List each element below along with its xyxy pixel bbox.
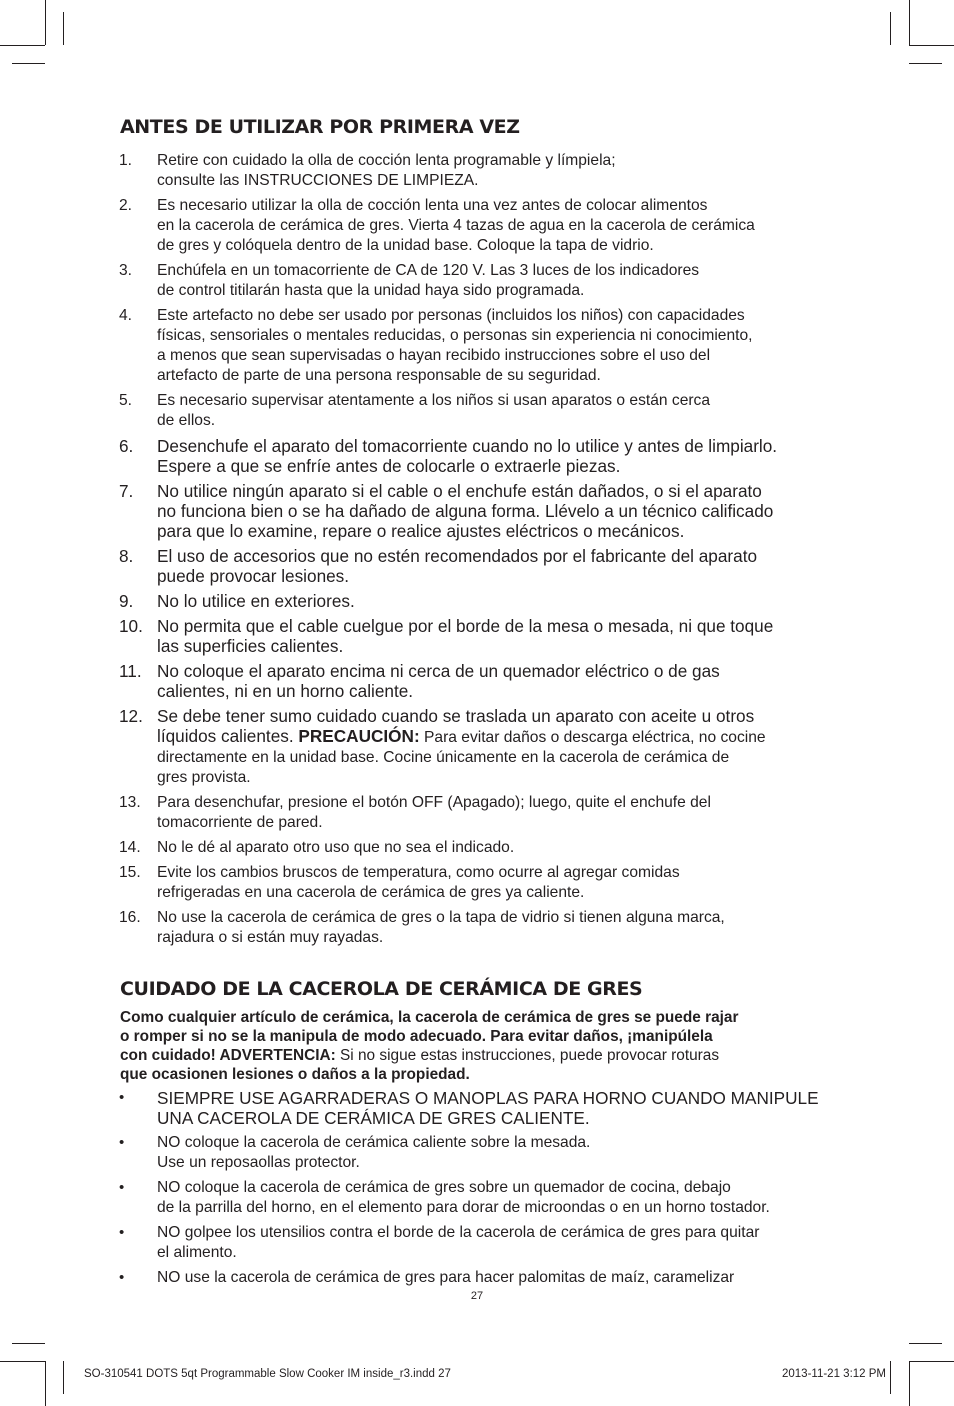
item-number: 10. [119,616,143,636]
crop-mark [12,1343,45,1344]
item-line: puede provocar lesiones. [157,566,350,586]
list-item [119,863,839,903]
bullet-line: el alimento. [157,1244,237,1261]
section-title-stoneware-care: CUIDADO DE LA CACEROLA DE CERÁMICA DE GRES [120,978,643,1000]
bullet-icon: • [119,1269,125,1286]
crop-mark [45,0,46,45]
crop-mark [890,12,891,45]
bullet-line: NO coloque la cacerola de cerámica caliente sobre la mesada. [157,1134,591,1151]
list-item [119,546,839,586]
intro-warning-text: Si no sigue estas instrucciones, puede provocar roturas [335,1047,720,1064]
item-line: a menos que sean supervisadas o hayan recibido instrucciones sobre el uso del [157,347,711,364]
item-text: líquidos calientes. [157,726,299,746]
crop-mark [63,12,64,45]
list-item [119,908,839,948]
bullet-line: NO golpee los utensilios contra el borde de la cacerola de cerámica de gres para quitar [157,1224,760,1241]
item-line: Espere a que se enfríe antes de colocarle o extraerle piezas. [157,456,621,476]
item-line: Desenchufe el aparato del tomacorriente cuando no lo utilice y antes de limpiarlo. [157,436,778,456]
crop-mark [909,1361,954,1362]
list-item [119,196,839,256]
intro-line: Como cualquier artículo de cerámica, la cacerola de cerámica de gres se puede rajar [120,1009,739,1026]
crop-mark [45,1361,46,1406]
warning-label: con cuidado! ADVERTENCIA: [120,1047,336,1064]
bullet-item [119,1133,839,1173]
list-item [119,151,839,191]
item-line: de control titilarán hasta que la unidad haya sido programada. [157,282,585,299]
bullet-line: Use un reposaollas protector. [157,1154,360,1171]
list-item [119,436,839,476]
bullet-item [119,1088,839,1128]
list-item [119,838,839,858]
date-slug: 2013-11-21 3:12 PM [782,1368,886,1380]
item-number: 6. [119,436,134,456]
bullet-icon: • [119,1179,125,1196]
crop-mark [63,1361,64,1394]
item-line: Evite los cambios bruscos de temperatura, como ocurre al agregar comidas [157,864,680,881]
bullet-line: UNA CACEROLA DE CERÁMICA DE GRES CALIENTE. [157,1108,590,1128]
item-number: 15. [119,864,141,881]
item-line [157,726,839,748]
bullet-icon: • [119,1224,125,1241]
crop-mark [909,1343,942,1344]
item-number: 5. [119,392,133,409]
item-line: No le dé al aparato otro uso que no sea el indicado. [157,839,515,856]
item-line: Enchúfela en un tomacorriente de CA de 120 V. Las 3 luces de los indicadores [157,262,700,279]
item-line: consulte las INSTRUCCIONES DE LIMPIEZA. [157,172,479,189]
item-number: 1. [119,152,133,169]
item-line: No lo utilice en exteriores. [157,591,355,611]
crop-mark [0,45,45,46]
list-item [119,616,839,656]
item-line: en la cacerola de cerámica de gres. Vierta 4 tazas de agua en la cacerola de cerámica [157,217,755,234]
item-line: no funciona bien o se ha dañado de alguna forma. Llévelo a un técnico calificado [157,501,774,521]
list-item [119,706,839,788]
item-line: las superficies calientes. [157,636,344,656]
item-line: de ellos. [157,412,216,429]
bullet-item [119,1268,839,1288]
item-line: para que lo examine, repare o realice ajustes eléctricos o mecánicos. [157,521,685,541]
list-item [119,391,839,431]
crop-mark [890,1361,891,1394]
item-line: Es necesario utilizar la olla de cocción lenta una vez antes de colocar alimentos [157,197,708,214]
bullet-item [119,1178,839,1218]
item-number: 4. [119,307,133,324]
item-line: Es necesario supervisar atentamente a los niños si usan aparatos o están cerca [157,392,711,409]
stoneware-intro [120,1008,738,1084]
item-line: Retire con cuidado la olla de cocción lenta programable y límpiela; [157,152,616,169]
intro-line [120,1046,738,1065]
item-number: 12. [119,706,143,726]
bullet-line: NO coloque la cacerola de cerámica de gres sobre un quemador de cocina, debajo [157,1179,731,1196]
item-line: refrigeradas en una cacerola de cerámica de gres ya caliente. [157,884,585,901]
bullet-icon: • [119,1134,125,1151]
item-line: No utilice ningún aparato si el cable o el enchufe están dañados, o si el aparato [157,481,762,501]
item-number: 7. [119,481,134,501]
item-number: 14. [119,839,141,856]
list-item [119,261,839,301]
stoneware-bullet-list [119,1088,839,1293]
item-number: 3. [119,262,133,279]
item-line: Este artefacto no debe ser usado por personas (incluidos los niños) con capacidades [157,307,745,324]
file-slug: SO-310541 DOTS 5qt Programmable Slow Cooker IM inside_r3.indd 27 [84,1368,451,1380]
item-line: El uso de accesorios que no estén recomendados por el fabricante del aparato [157,546,758,566]
item-line: Se debe tener sumo cuidado cuando se traslada un aparato con aceite u otros [157,706,755,726]
list-item [119,793,839,833]
crop-mark [909,45,954,46]
bullet-line: SIEMPRE USE AGARRADERAS O MANOPLAS PARA HORNO CUANDO MANIPULE [157,1088,819,1108]
item-line: físicas, sensoriales o mentales reducidas, o personas sin experiencia ni conocimiento, [157,327,753,344]
item-text: Para evitar daños o descarga eléctrica, no cocine [419,729,766,746]
section-title-first-use: ANTES DE UTILIZAR POR PRIMERA VEZ [120,116,520,138]
list-item [119,481,839,541]
item-number: 16. [119,909,141,926]
list-item [119,306,839,386]
item-number: 9. [119,591,134,611]
intro-line: que ocasionen lesiones o daños a la propiedad. [120,1066,470,1083]
crop-mark [909,0,910,45]
bullet-item [119,1223,839,1263]
item-line: No permita que el cable cuelgue por el borde de la mesa o mesada, ni que toque [157,616,774,636]
item-line: No use la cacerola de cerámica de gres o la tapa de vidrio si tienen alguna marca, [157,909,725,926]
crop-mark [909,1361,910,1406]
item-line: de gres y colóquela dentro de la unidad base. Coloque la tapa de vidrio. [157,237,654,254]
crop-mark [909,63,942,64]
item-line: Para desenchufar, presione el botón OFF (Apagado); luego, quite el enchufe del [157,794,711,811]
item-line: tomacorriente de pared. [157,814,323,831]
item-number: 11. [119,661,142,681]
crop-mark [12,63,45,64]
item-number: 13. [119,794,141,811]
item-number: 8. [119,546,134,566]
caution-label: PRECAUCIÓN: [298,726,420,746]
list-item [119,661,839,701]
item-line: calientes, ni en un horno caliente. [157,681,414,701]
crop-mark [0,1361,45,1362]
item-number: 2. [119,197,133,214]
item-line: No coloque el aparato encima ni cerca de un quemador eléctrico o de gas [157,661,720,681]
item-line: gres provista. [157,769,251,786]
bullet-icon: • [119,1089,125,1106]
page-number: 27 [470,1290,484,1302]
bullet-line: de la parrilla del horno, en el elemento para dorar de microondas o en un horno tostador. [157,1199,770,1216]
list-item [119,591,839,611]
first-use-list [119,151,839,953]
item-line: rajadura o si están muy rayadas. [157,929,384,946]
item-line: directamente en la unidad base. Cocine únicamente en la cacerola de cerámica de [157,749,730,766]
item-line: artefacto de parte de una persona responsable de su seguridad. [157,367,601,384]
intro-line: o romper si no se la manipula de modo adecuado. Para evitar daños, ¡manipúlela [120,1028,713,1045]
bullet-line: NO use la cacerola de cerámica de gres para hacer palomitas de maíz, caramelizar [157,1269,735,1286]
